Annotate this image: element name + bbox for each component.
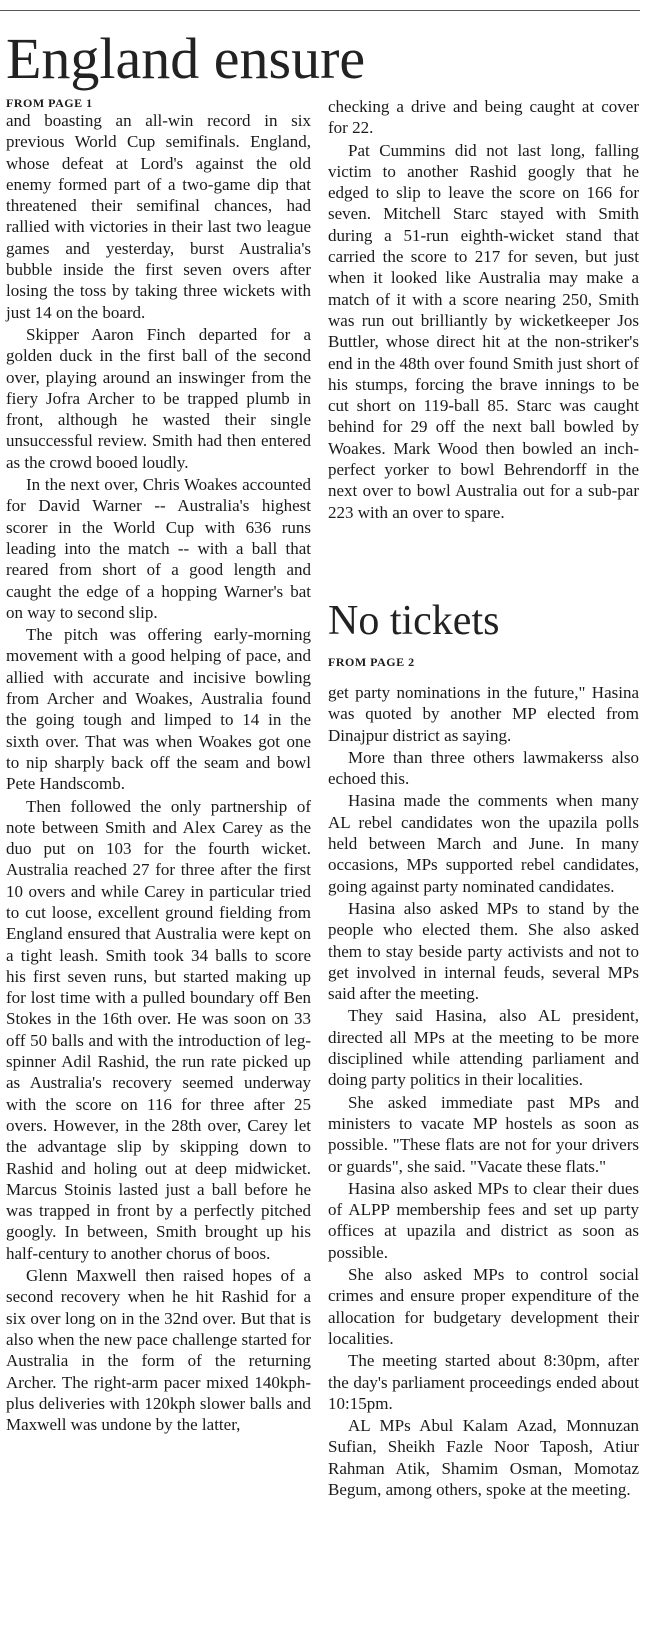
paragraph: AL MPs Abul Kalam Azad, Monnuzan Sufian, Sheikh Fazle Noor Taposh, Atiur Rahman Atik, Shamim Osman, Momotaz Begum, among others, spoke at the meeting.	[328, 1416, 639, 1499]
paragraph: She asked immediate past MPs and ministers to vacate MP hostels as soon as possible. "These flats are not for your drivers or guards", she said. "Vacate these flats."	[328, 1092, 639, 1176]
from-page-2-label: FROM PAGE 2	[328, 655, 415, 669]
paragraph: Skipper Aaron Finch departed for a golden duck in the first ball of the second over, playing around an inswinger from the fiery Jofra Archer to be trapped plumb in front, although he wasted their single unsuccessful review. Smith had then entered as the crowd booed loudly.	[6, 324, 311, 472]
paragraph: Hasina also asked MPs to stand by the people who elected them. She also asked them to stay beside party activists and not to get involved in internal feuds, several MPs said after the meeting.	[328, 898, 639, 1004]
paragraph: Then followed the only partnership of note between Smith and Alex Carey as the duo put on 103 for the fourth wicket. Australia reached 27 for three after the first 10 overs and while Carey in particular tried to cut loose, excellent ground fielding from England ensured that Australia were kept on a tight leash. Smith took 34 balls to score his first seven runs, but started making up for lost time with a pulled boundary off Ben Stokes in the 16th over. He was soon on 33 off 50 balls and with the introduction of leg-spinner Adil Rashid, the run rate picked up as Australia's recovery seemed underway with the score on 116 for three after 25 overs. However, in the 28th over, Carey let the advantage slip by skipping down to Rashid and holing out at deep midwicket. Marcus Stoinis lasted just a ball before he was trapped in front by a perfectly pitched googly. In between, Smith brought up his half-century to another chorus of boos.	[6, 796, 311, 1263]
paragraph: The meeting started about 8:30pm, after the day's parliament proceedings ended about 10:15pm.	[328, 1351, 639, 1413]
paragraph: Hasina also asked MPs to clear their dues of ALPP membership fees and set up party offices at upazila and district as soon as possible.	[328, 1178, 639, 1262]
headline-england-ensure: England ensure	[6, 26, 366, 91]
article2-column	[328, 682, 639, 1501]
paragraph: More than three others lawmakerss also echoed this.	[328, 747, 639, 789]
paragraph: In the next over, Chris Woakes accounted for David Warner -- Australia's highest scorer in the World Cup with 636 runs leading into the match -- with a ball that reared from short of a good length and caught the edge of a hopping Warner's bat on way to second slip.	[6, 475, 311, 622]
paragraph: Pat Cummins did not last long, falling victim to another Rashid googly that he edged to slip to leave the score on 166 for seven. Mitchell Starc stayed with Smith during a 51-run eighth-wicket stand that carried the score to 217 for seven, but just when it looked like Australia may make a match of it with a score nearing 250, Smith was run out brilliantly by wicketkeeper Jos Buttler, whose direct hit at the non-striker's end in the 48th over found Smith just short of his stumps, forcing the brave innings to be cut short on 119-ball 85. Starc was caught behind for 29 off the next ball bowled by Woakes. Mark Wood then bowled an inch-perfect yorker to bowl Behrendorff in the next over to bowl Australia out for a sub-par 223 with an over to spare.	[328, 140, 639, 522]
paragraph: Hasina made the comments when many AL rebel candidates won the upazila polls held between March and June. In many occasions, MPs supported rebel candidates, going against party nominated candidates.	[328, 791, 639, 896]
paragraph: get party nominations in the future," Hasina was quoted by another MP elected from Dinajpur district as saying.	[328, 683, 639, 745]
paragraph: Glenn Maxwell then raised hopes of a second recovery when he hit Rashid for a six over long on in the 32nd over. But that is also when the new pace challenge started for Australia in the form of the returning Archer. The right-arm pacer mixed 140kph-plus deliveries with 120kph slower balls and Maxwell was undone by the latter,	[6, 1266, 311, 1435]
paragraph: checking a drive and being caught at cover for 22.	[328, 97, 639, 138]
paragraph: She also asked MPs to control social crimes and ensure proper expenditure of the allocation for budgetary development their localities.	[328, 1265, 639, 1348]
article1-column-2	[328, 96, 639, 524]
headline-no-tickets: No tickets	[328, 598, 500, 644]
paragraph: The pitch was offering early-morning movement with a good helping of pace, and allied with accurate and incisive bowling from Archer and Woakes, Australia found the going tough and limped to 14 in the sixth over. That was when Woakes got one to nip sharply back off the seam and bowl Pete Handscomb.	[6, 625, 311, 794]
paragraph: and boasting an all-win record in six previous World Cup semifinals. England, whose defeat at Lord's against the old enemy formed part of a two-game dip that threatened their semifinal chances, had rallied with victories in their last two league games and yesterday, burst Australia's bubble inside the first seven overs after losing the toss by taking three wickets with just 14 on the board.	[6, 111, 311, 322]
page-right-margin	[640, 0, 657, 1636]
from-page-1-label: FROM PAGE 1	[6, 96, 93, 110]
article1-column-1	[6, 110, 311, 1436]
top-rule	[0, 10, 640, 11]
paragraph: They said Hasina, also AL president, directed all MPs at the meeting to be more disciplined while attending parliament and doing party politics in their localities.	[328, 1006, 639, 1090]
